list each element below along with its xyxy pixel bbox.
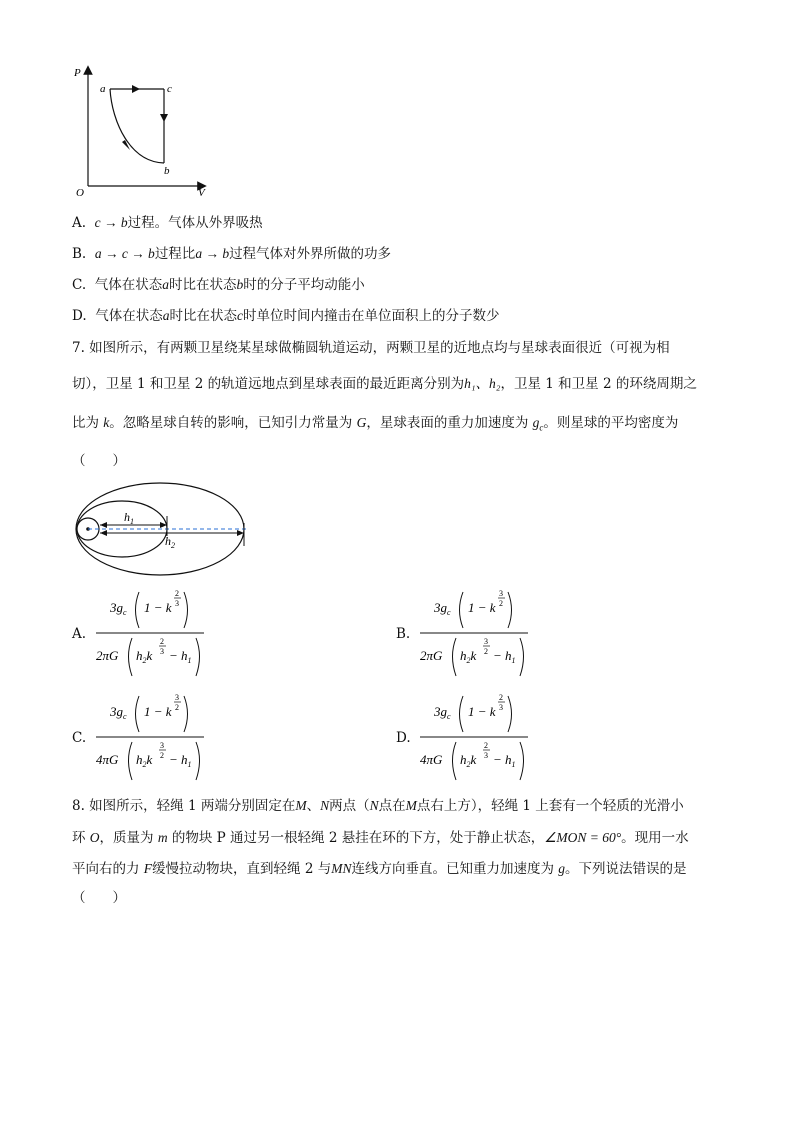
- num-coef: 3g: [110, 600, 123, 615]
- k-exp-den: 2: [175, 703, 179, 712]
- den-G: G: [433, 648, 443, 663]
- h2-label: [165, 534, 175, 550]
- svg-text:3gc: [433, 600, 451, 617]
- den-G: G: [433, 752, 443, 767]
- svg-text:− h1: [493, 648, 516, 665]
- h2: h: [136, 648, 143, 663]
- num-sub: c: [123, 712, 127, 721]
- den-coef: 4π: [96, 752, 110, 767]
- svg-text:− h1: [169, 752, 192, 769]
- h2-label-sub: 2: [171, 541, 175, 550]
- hk-exp-den: 2: [484, 647, 488, 656]
- svg-text:h2k: [136, 648, 153, 665]
- num-coef: 3g: [434, 600, 447, 615]
- q7-option-b-letter: B.: [396, 626, 411, 642]
- h2-arrow-left: [100, 530, 107, 536]
- arrow-a-c: [132, 85, 140, 93]
- axis-label-v: V: [198, 187, 205, 199]
- h1-sub: 1: [511, 656, 516, 665]
- hk-exp-num: 3: [160, 741, 164, 750]
- svg-text:3gc: [109, 704, 127, 721]
- h2-sub: 2: [466, 656, 471, 665]
- k: k: [146, 752, 153, 767]
- h2: h: [136, 752, 143, 767]
- h1-label: [124, 510, 134, 526]
- minus-h1: − h: [493, 752, 512, 767]
- origin-label: O: [76, 187, 84, 199]
- h2-sub: 2: [142, 760, 147, 769]
- q6-option-a: A. c → b过程。气体从外界吸热: [72, 215, 263, 231]
- h2-sub: 2: [466, 760, 471, 769]
- q7-option-d-letter: D.: [396, 730, 411, 746]
- h1-label-main: h: [124, 510, 130, 524]
- den-coef: 2π: [96, 648, 110, 663]
- h1-arrow-left: [100, 522, 107, 528]
- q6-option-c: C. 气体在状态a时比在状态b时的分子平均动能小: [72, 277, 365, 293]
- h2: h: [460, 752, 467, 767]
- k-exp-num: 3: [175, 693, 179, 702]
- k-exp-den: 3: [499, 703, 503, 712]
- one-minus-k: 1 − k: [468, 704, 496, 719]
- q7-answer-blank: （ ）: [72, 453, 126, 469]
- q7-option-d-formula: [416, 684, 536, 784]
- svg-text:h2k: [136, 752, 153, 769]
- k-exp-num: 3: [499, 589, 503, 598]
- den-G: G: [109, 648, 119, 663]
- svg-text:− h1: [169, 648, 192, 665]
- h1-sub: 1: [187, 656, 192, 665]
- q6-option-b: B. a → c → b过程比a → b过程气体对外界所做的功多: [72, 246, 392, 262]
- svg-text:4πG: [96, 752, 119, 767]
- h1-sub: 1: [511, 760, 516, 769]
- hk-exp-den: 3: [484, 751, 488, 760]
- pv-diagram: [70, 62, 220, 202]
- k: k: [146, 648, 153, 663]
- q8-line-1: 8. 如图所示，轻绳 1 两端分别固定在M、N两点（N点在M点右上方），轻绳 1 上套有一个轻质的光滑小: [72, 798, 684, 814]
- q8-answer-blank: （ ）: [72, 890, 126, 906]
- svg-text:3gc: [109, 600, 127, 617]
- num-coef: 3g: [434, 704, 447, 719]
- hk-exp-num: 2: [160, 637, 164, 646]
- q8-line-3: 平向右的力 F缓慢拉动物块，直到轻绳 2 与MN连线方向垂直。已知重力加速度为 g。下列说法错误的是: [72, 861, 687, 877]
- h1-label-sub: 1: [130, 517, 134, 526]
- minus-h1: − h: [493, 648, 512, 663]
- q7-option-b-formula: [416, 580, 536, 680]
- svg-text:h2k: [460, 648, 477, 665]
- num-sub: c: [447, 608, 451, 617]
- point-c-label: c: [167, 83, 172, 95]
- arrow-a-b: [122, 140, 130, 150]
- num-sub: c: [447, 712, 451, 721]
- svg-text:4πG: [420, 752, 443, 767]
- k: k: [470, 752, 477, 767]
- k-exp-den: 3: [175, 599, 179, 608]
- den-G: G: [109, 752, 119, 767]
- num-coef: 3g: [110, 704, 123, 719]
- h1-sub: 1: [187, 760, 192, 769]
- svg-text:2πG: [420, 648, 443, 663]
- hk-exp-den: 3: [160, 647, 164, 656]
- den-coef: 2π: [420, 648, 434, 663]
- hk-exp-num: 3: [484, 637, 488, 646]
- hk-exp-num: 2: [484, 741, 488, 750]
- q7-option-a-letter: A.: [72, 626, 87, 642]
- q7-option-a-formula: [92, 580, 212, 680]
- h2-sub: 2: [142, 656, 147, 665]
- svg-text:2πG: [96, 648, 119, 663]
- q7-line-2: 切），卫星 1 和卫星 2 的轨道远地点到星球表面的最近距离分别为h₁、h₂，卫星 1 和卫星 2 的环绕周期之: [72, 376, 697, 392]
- q7-line-3: 比为 k。忽略星球自转的影响，已知引力常量为 G，星球表面的重力加速度为 $g_c$。则星球的平均密度为: [72, 415, 679, 433]
- arrow-c-b: [160, 114, 168, 122]
- one-minus-k: 1 − k: [144, 600, 172, 615]
- q7-line-1: 7. 如图所示，有两颗卫星绕某星球做椭圆轨道运动，两颗卫星的近地点均与星球表面很近（可视为相: [72, 340, 670, 356]
- path-a-b: [110, 89, 164, 163]
- k: k: [470, 648, 477, 663]
- k-exp-num: 2: [499, 693, 503, 702]
- svg-text:3gc: [433, 704, 451, 721]
- one-minus-k: 1 − k: [468, 600, 496, 615]
- q7-option-c-formula: [92, 684, 212, 784]
- den-coef: 4π: [420, 752, 434, 767]
- hk-exp-den: 2: [160, 751, 164, 760]
- axis-label-p: P: [74, 67, 81, 79]
- h2-label-main: h: [165, 534, 171, 548]
- orbit-diagram: [70, 480, 260, 580]
- svg-text:− h1: [493, 752, 516, 769]
- point-b-label: b: [164, 165, 170, 177]
- q8-line-2: 环 O，质量为 m 的物块 P 通过另一根轻绳 2 悬挂在环的下方，处于静止状态，∠MON = 60°。现用一水: [72, 830, 689, 846]
- point-a-label: a: [100, 83, 106, 95]
- q7-option-c-letter: C.: [72, 730, 87, 746]
- h2: h: [460, 648, 467, 663]
- one-minus-k: 1 − k: [144, 704, 172, 719]
- k-exp-num: 2: [175, 589, 179, 598]
- num-sub: c: [123, 608, 127, 617]
- svg-text:h2k: [460, 752, 477, 769]
- q6-option-d: D. 气体在状态a时比在状态c时单位时间内撞击在单位面积上的分子数少: [72, 308, 500, 324]
- minus-h1: − h: [169, 752, 188, 767]
- k-exp-den: 2: [499, 599, 503, 608]
- minus-h1: − h: [169, 648, 188, 663]
